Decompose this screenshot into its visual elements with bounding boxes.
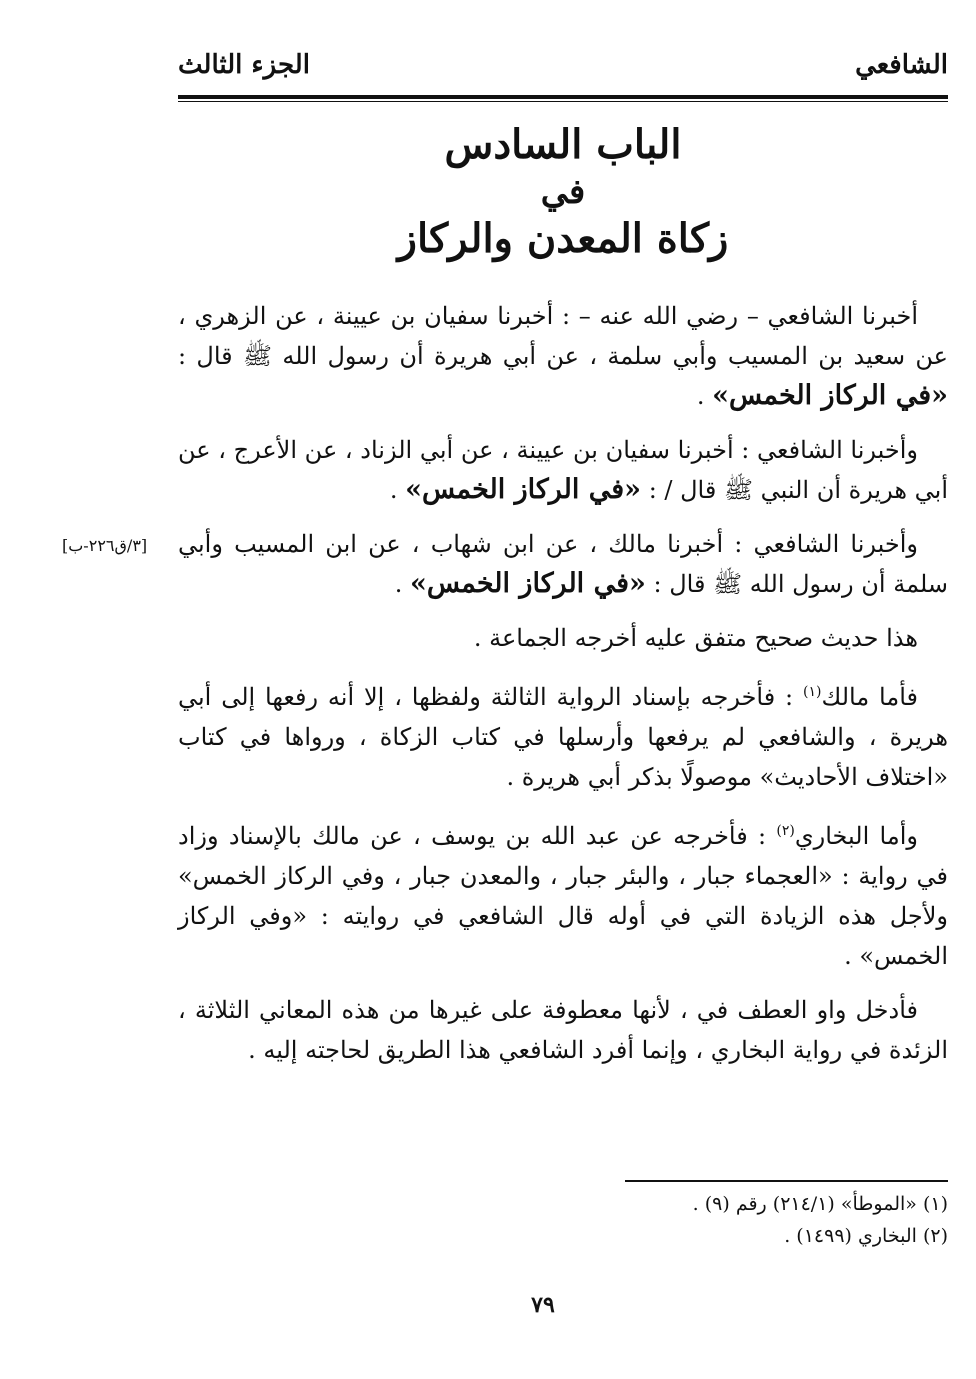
paragraph <box>178 618 948 658</box>
paragraph <box>178 430 948 510</box>
paragraph <box>178 811 948 976</box>
paragraph-text: وأخبرنا الشافعي : أخبرنا سفيان بن عيينة ، عن أبي الزناد ، عن الأعرج ، عن أبي هريرة أن النبي ﷺ قال / : <box>178 436 948 504</box>
hadith-quote: «في الركاز الخمس» <box>712 380 948 411</box>
paragraph-text: : فأخرجه بإسناد الرواية الثالثة ولفظها ، إلا أنه رفعها إلى أبي هريرة ، والشافعي لم يرفعها وأرسلها في كتاب الزكاة ، ورواها في كتاب «اختلاف الأحاديث» موصولًا بذكر أبي هريرة . <box>178 683 948 791</box>
chapter-heading <box>178 118 948 266</box>
footnotes <box>178 1188 948 1252</box>
header-rule-thin <box>178 101 948 102</box>
hadith-quote: «في الركاز الخمس» <box>409 568 646 599</box>
hadith-quote: «في الركاز الخمس» <box>405 474 642 505</box>
chapter-title-line1: الباب السادس <box>444 121 682 168</box>
paragraph-text: أخبرنا الشافعي – رضي الله عنه – : أخبرنا سفيان بن عيينة ، عن الزهري ، عن سعيد بن المسيب وأبي سلمة ، عن أبي هريرة أن رسول الله ﷺ قال : <box>178 302 948 370</box>
body-text <box>178 296 948 1084</box>
footnote-ref[interactable]: (٢) <box>776 823 795 839</box>
footnote-separator <box>625 1180 948 1182</box>
paragraph-text: وأخبرنا الشافعي : أخبرنا مالك ، عن ابن شهاب ، عن ابن المسيب وأبي سلمة أن رسول الله ﷺ قال : <box>178 530 948 598</box>
paragraph-text: . <box>696 382 713 410</box>
paragraph-text: هذا حديث صحيح متفق عليه أخرجه الجماعة . <box>473 624 918 652</box>
paragraph <box>178 990 948 1070</box>
paragraph-text: وأما البخاري <box>794 822 918 850</box>
chapter-title-line2: في <box>540 172 586 212</box>
header-rule <box>178 95 948 99</box>
volume-label: الجزء الثالث <box>178 50 310 80</box>
paragraph-text: . <box>389 476 406 504</box>
chapter-title-line3: زكاة المعدن والركاز <box>397 215 729 262</box>
paragraph <box>178 672 948 797</box>
footnote: (٢) البخاري (١٤٩٩) . <box>784 1225 948 1247</box>
paragraph-text: فأدخل واو العطف في ، لأنها معطوفة على غيرها من هذه المعاني الثلاثة ، الزئدة في رواية البخاري ، وإنما أفرد الشافعي هذا الطريق لحاجته إليه . <box>178 996 948 1064</box>
footnote-ref[interactable]: (١) <box>803 684 822 700</box>
manuscript-folio-note: [٣/ق٢٢٦-ب] <box>62 536 148 555</box>
paragraph-text: : فأخرجه عن عبد الله بن يوسف ، عن مالك بالإسناد وزاد في رواية : «العجماء جبار ، والبئر جبار ، والمعدن جبار ، وفي الركاز الخمس» ولأجل هذه الزيادة التي في أوله قال الشافعي في روايته : «وفي الركاز الخمس» . <box>178 822 948 970</box>
paragraph-text: فأما مالك <box>821 683 918 711</box>
running-header <box>178 50 948 90</box>
footnote: (١) «الموطأ» (٢١٤/١) رقم (٩) . <box>692 1193 948 1215</box>
paragraph <box>178 524 948 604</box>
book-title: الشافعي <box>855 50 948 80</box>
paragraph <box>178 296 948 416</box>
paragraph-text: . <box>394 570 410 598</box>
page-number: ٧٩ <box>531 1292 555 1318</box>
